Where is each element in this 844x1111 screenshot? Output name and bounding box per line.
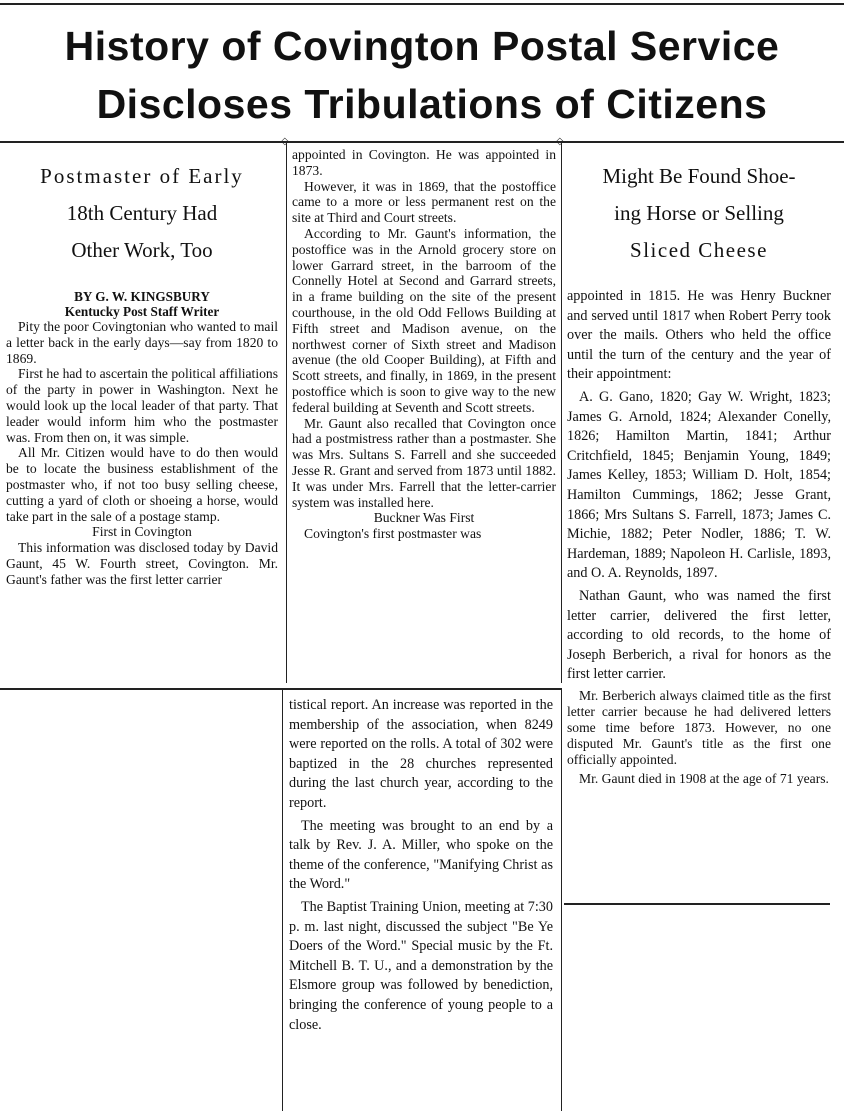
left-deck-line-3: Other Work, Too xyxy=(71,238,213,262)
middle-column xyxy=(292,147,556,542)
staff-line: Kentucky Post Staff Writer xyxy=(64,304,220,319)
right-deck-line-2: ing Horse or Selling xyxy=(614,201,784,225)
headline-bottom-rule xyxy=(0,141,844,143)
church-paragraph-1: tistical report. An increase was reported in the membership of the association, when 8249 were reported on the rolls. A total of 302 were baptized in the 28 churches represented during the last church year, according to the report. xyxy=(289,697,553,811)
left-paragraph-1: Pity the poor Covingtonian who wanted to mail a letter back in the early days—say from 1820 to 1869. xyxy=(6,319,278,366)
church-right-divider xyxy=(561,690,562,1111)
middle-paragraph-5: Covington's first postmaster was xyxy=(304,526,482,542)
left-paragraph-4: This information was disclosed today by David Gaunt, 45 W. Fourth street, Covington. Mr. Gaunt's father was the first letter carrier xyxy=(6,540,278,587)
ornament-right: ◇ xyxy=(556,136,564,147)
top-rule xyxy=(0,3,844,5)
left-paragraph-3: All Mr. Citizen would have to do then would be to locate the business establishment of the postmaster who, if not too busy selling cheese, cutting a yard of cloth or shoeing a horse, would take part in the sale of a postage stamp. xyxy=(6,445,278,524)
column-divider-right xyxy=(561,143,562,683)
right-deck xyxy=(567,158,831,269)
ornament-left: ◇ xyxy=(281,136,289,147)
left-subhead: First in Covington xyxy=(92,524,192,540)
byline: BY G. W. KINGSBURY xyxy=(74,289,210,304)
right-paragraph-5: Mr. Gaunt died in 1908 at the age of 71 years. xyxy=(579,770,829,786)
middle-paragraph-1: appointed in Covington. He was appointed in 1873. xyxy=(292,147,556,178)
right-paragraph-3: Nathan Gaunt, who was named the first letter carrier, delivered the first letter, according to old records, to the home of Joseph Berberich, a rival for honors as the first letter carrier. xyxy=(567,587,831,683)
left-deck-line-2: 18th Century Had xyxy=(66,201,218,225)
left-paragraph-2: First he had to ascertain the political affiliations of the party in power in Washington. Next he would look up the local leader of that party. That leader would inform him who the postmaster was. From then on, it was simple. xyxy=(6,366,278,445)
right-story-end-rule xyxy=(564,903,830,905)
middle-paragraph-4: Mr. Gaunt also recalled that Covington once had a postmistress rather than a postmaster. She was Mrs. Sultans S. Farrell and she succeeded Jesse R. Grant and served from 1873 until 1882. It was under Mrs. Farrell that the letter-carrier system was installed here. xyxy=(292,415,556,510)
church-column-divider xyxy=(282,690,283,1111)
church-paragraph-3: The Baptist Training Union, meeting at 7:30 p. m. last night, discussed the subject "Be Ye Doers of the Word." Special music by the Ft. Mitchell B. T. U., and a demonstration by the Elsmore group was followed by benediction, bringing the conference of young people to a close. xyxy=(289,898,553,1033)
story-bottom-rule-left xyxy=(0,688,562,690)
right-paragraph-1: appointed in 1815. He was Henry Buckner and served until 1817 when Robert Perry took over the mails. Others who held the office until the turn of the century and the year of their appointment: xyxy=(567,288,831,383)
church-column xyxy=(289,696,553,1038)
middle-paragraph-2: However, it was in 1869, that the postoffice came to a more or less permanent rest on the site at Third and Court streets. xyxy=(292,178,556,226)
middle-paragraph-3: According to Mr. Gaunt's information, the postoffice was in the Arnold grocery store on lower Garrard street, in the barroom of the Connelly Hotel at Second and Garrard streets, in a frame building on the site of the present courthouse, in the old Odd Fellows Building at Fifth street and Madison avenue, on the northwest corner of Sixth street and Madison avenue (the old Cooper Building), at Fifth and Scott streets, and finally, in 1869, in the present postoffice which is soon to give way to the new federal building at Seventh and Scott streets. xyxy=(292,225,556,415)
right-column xyxy=(567,158,831,790)
left-column xyxy=(6,158,278,588)
headline-line-2: Discloses Tribulations of Citizens xyxy=(96,81,768,127)
left-deck xyxy=(6,158,278,269)
church-paragraph-2: The meeting was brought to an end by a talk by Rev. J. A. Miller, who spoke on the theme of the conference, "Manifying Christ as the Word." xyxy=(289,817,553,893)
right-deck-line-3: Sliced Cheese xyxy=(630,238,768,262)
left-deck-line-1: Postmaster of Early xyxy=(40,164,244,188)
right-paragraph-4: Mr. Berberich always claimed title as the first letter carrier because he had delivered letters some time before 1873. However, no one disputed Mr. Gaunt's title as the first one officially appointed. xyxy=(567,687,831,767)
headline-line-1: History of Covington Postal Service xyxy=(64,23,780,69)
middle-subhead: Buckner Was First xyxy=(373,510,475,526)
right-paragraph-2: A. G. Gano, 1820; Gay W. Wright, 1823; James G. Arnold, 1824; Alexander Conelly, 1826; Hamilton Martin, 1841; Arthur Critchfield, 1845; Benjamin Young, 1849; James Kelley, 1853; William D. Holt, 1854; Hamilton Cummings, 1862; Jesse Grant, 1866; Mrs Sultans S. Farrell, 1873; James C. Michie, 1882; Peter Nodler, 1886; T. W. Hardeman, 1889; Napoleon H. Carlisle, 1893, and O. A. Reynolds, 1897. xyxy=(567,388,831,582)
right-deck-line-1: Might Be Found Shoe- xyxy=(602,164,796,188)
column-divider-left xyxy=(286,143,287,683)
